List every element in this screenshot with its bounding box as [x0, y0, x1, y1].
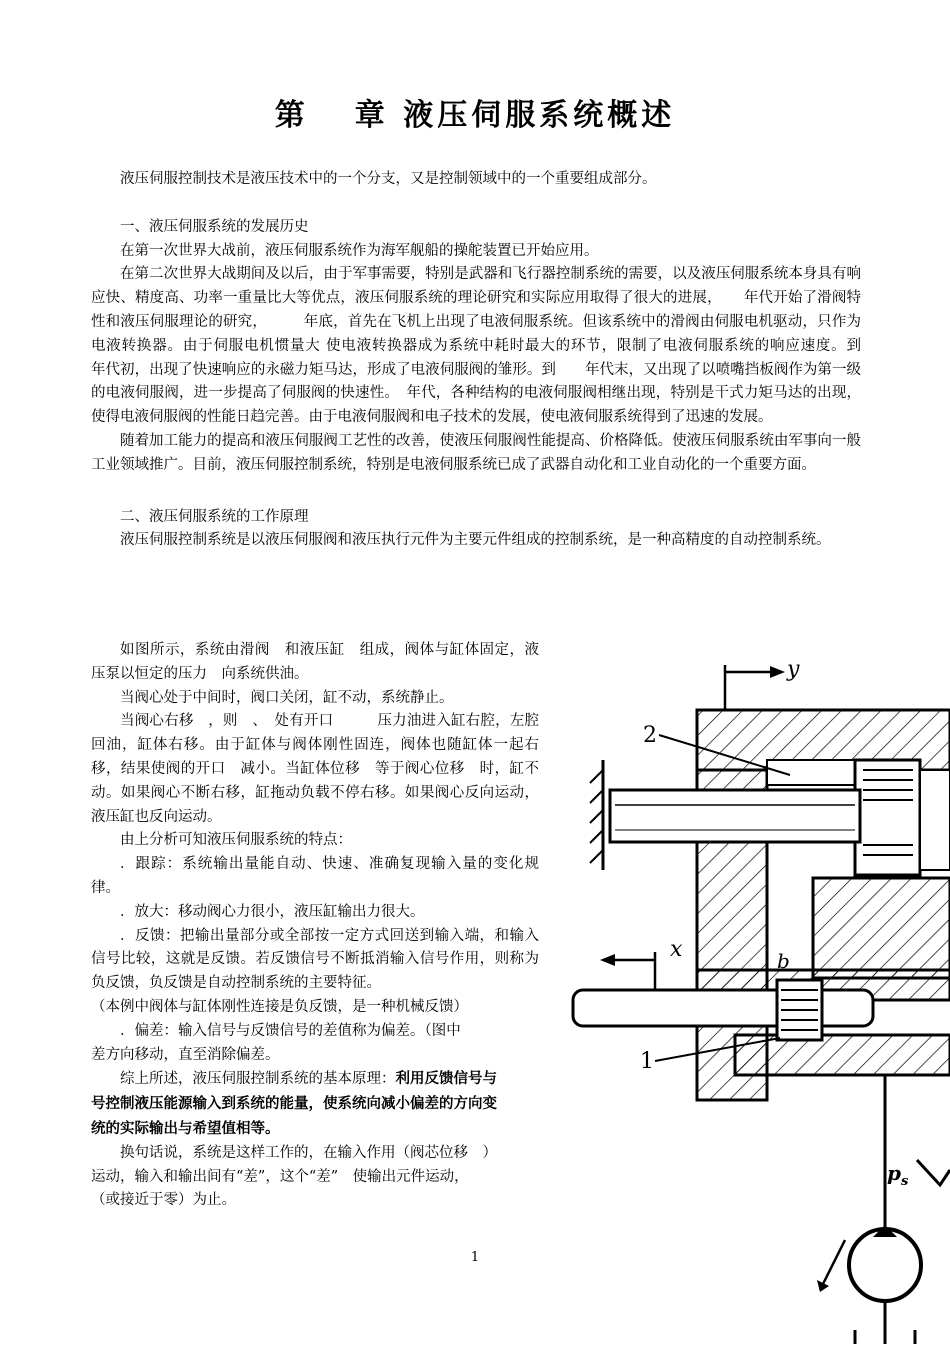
paragraph: 当阀心处于中间时，阀口关闭，缸不动，系统静止。	[120, 689, 454, 706]
paragraph: 当阀心右移 ，则 、 处有开口 压力油进入缸右腔，左腔回油，缸体右移。由于缸体与阀体刚性固连，阀体也随缸体一起右移，结果使阀的开口 减小。当缸体位移 等于阀心位移 时，缸不动。如果阀心不断右移，缸拖动负载不停右移。如果阀心反向运动，液压缸也反向运动。	[91, 713, 539, 825]
paragraph: 换句话说，系统是这样工作的，在输入作用（阀芯位移 ）	[120, 1144, 497, 1161]
label-y: y	[787, 657, 800, 682]
list-item: ．跟踪：系统输出量能自动、快速、准确复现输入量的变化规律。	[91, 856, 539, 896]
section2-heading: 二、液压伺服系统的工作原理	[120, 508, 309, 525]
page-number: 1	[470, 1250, 480, 1265]
paragraph: （或接近于零）为止。	[91, 1192, 236, 1209]
paragraph: 统的实际输出与希望值相等。	[91, 1119, 280, 1137]
paragraph: 在第一次世界大战前，液压伺服系统作为海军舰船的操舵装置已开始应用。	[120, 242, 599, 259]
list-item: ．放大：移动阀心力很小，液压缸输出力很大。	[120, 903, 425, 920]
list-item: ．反馈：把输出量部分或全部按一定方式回送到输入端，和输入信号比较，这就是反馈。若反馈信号不断抵消输入信号作用，则称为负反馈，负反馈是自动控制系统的主要特征。	[91, 927, 539, 992]
label-ps: $p_s$	[887, 1161, 909, 1189]
paragraph: 由上分析可知液压伺服系统的特点：	[120, 832, 352, 849]
paragraph: 液压伺服控制系统是以液压伺服阀和液压执行元件为主要元件组成的控制系统，是一种高精度的自动控制系统。	[120, 532, 831, 549]
left-column-text	[91, 639, 539, 1239]
intro-paragraph: 液压伺服控制技术是液压技术中的一个分支，又是控制领域中的一个重要组成部分。	[120, 171, 657, 187]
servo-diagram	[555, 640, 950, 1344]
label-x: x	[670, 937, 683, 962]
paragraph: 综上所述，液压伺服控制系统的基本原理：利用反馈信号与	[120, 1070, 497, 1088]
paragraph: 随着加工能力的提高和液压伺服阀工艺性的改善，使液压伺服阀性能提高、价格降低。使液压伺服系统由军事向一般工业领域推广。目前，液压伺服控制系统，特别是电液伺服系统已成了武器自动化和工业自动化的一个重要方面。	[91, 432, 861, 473]
list-item: ．偏差：输入信号与反馈信号的差值称为偏差。（图中	[120, 1022, 461, 1039]
paragraph: 差方向移动，直至消除偏差。	[91, 1046, 280, 1063]
paragraph: （本例中阀体与缸体刚性连接是负反馈，是一种机械反馈）	[91, 998, 468, 1015]
paragraph: 运动，输入和输出间有“差”，这个“差” 使输出元件运动，	[91, 1168, 469, 1185]
paragraph: 如图所示，系统由滑阀 和液压缸 组成，阀体与缸体固定，液压泵以恒定的压力 向系统供油。	[91, 642, 539, 682]
label-1: 1	[640, 1049, 654, 1074]
paragraph: 在第二次世界大战期间及以后，由于军事需要，特别是武器和飞行器控制系统的需要，以及液压伺服系统本身具有响应快、精度高、功率一重量比大等优点，液压伺服系统的理论研究和实际应用取得了很大的进展， 年代开始了滑阀特性和液压伺服理论的研究， 年底，首先在飞机上出现了电液伺服系统。但该系统中的滑阀由伺服电机驱动，只作为电液转换器。由于伺服电机惯量大 使电液转换器成为系统中耗时最大的环节，限制了电液伺服系统的响应速度。到 年代初，出现了快速响应的永磁力矩马达，形成了电液伺服阀的雏形。到 年代末，又出现了以喷嘴挡板阀作为第一级的电液伺服阀，进一步提高了伺服阀的快速性。 年代，各种结构的电液伺服阀相继出现，特别是干式力矩马达的出现，使得电液伺服阀的性能日趋完善。由于电液伺服阀和电子技术的发展，使电液伺服系统得到了迅速的发展。	[91, 266, 890, 426]
section1-heading: 一、液压伺服系统的发展历史	[120, 218, 309, 235]
main-text	[91, 168, 890, 553]
label-b: b	[777, 949, 790, 973]
chapter-title: 第 章 液压伺服系统概述	[274, 98, 676, 133]
label-2: 2	[643, 723, 657, 748]
paragraph: 号控制液压能源输入到系统的能量，使系统向减小偏差的方向变	[91, 1095, 497, 1113]
